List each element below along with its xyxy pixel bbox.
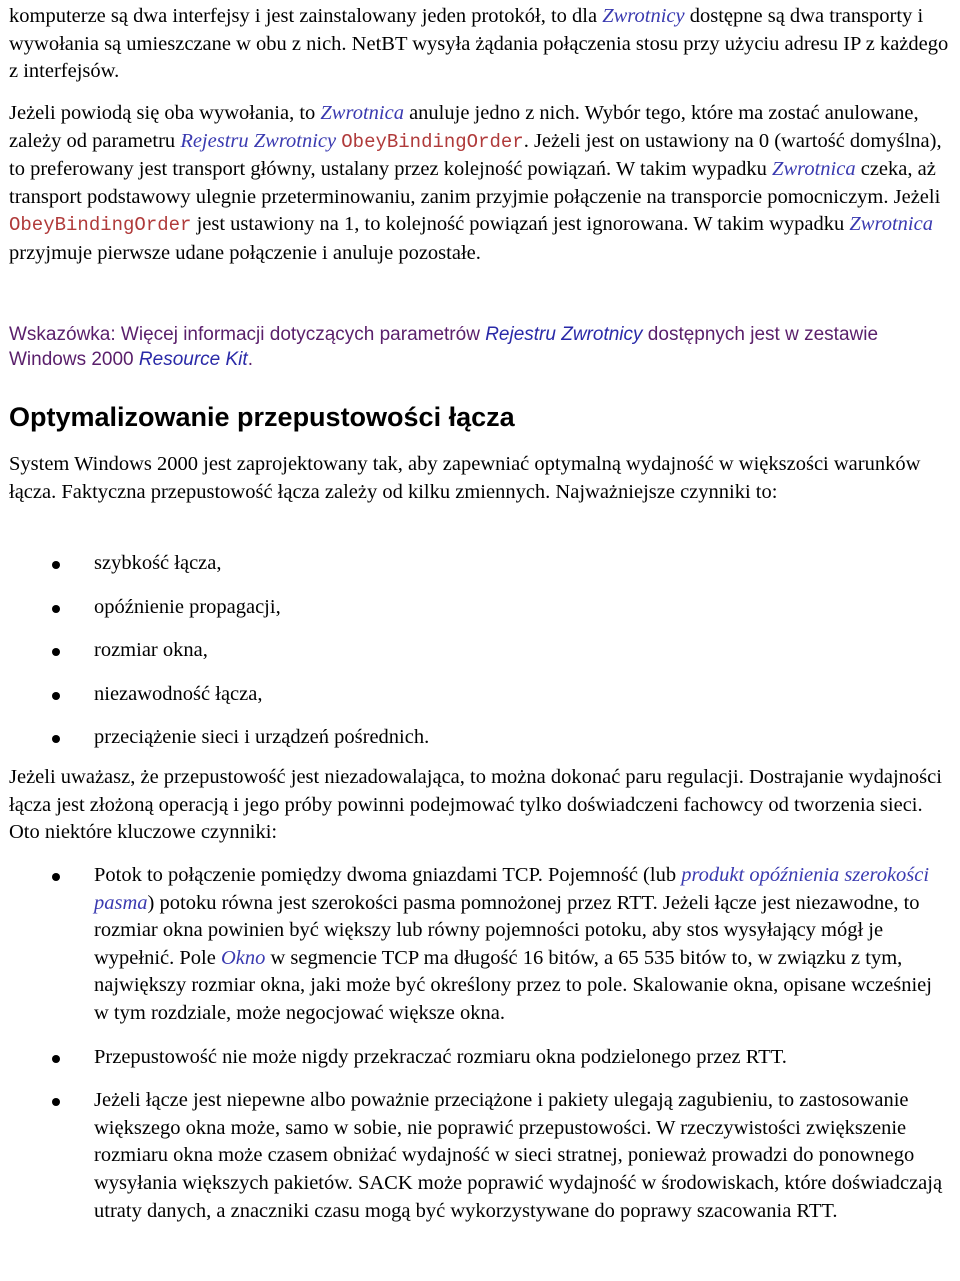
term-rejestr-zwrotnicy: Rejestru Zwrotnicy (485, 324, 643, 345)
list-item: Przepustowość nie może nigdy przekraczać rozmiaru okna podzielonego przez RTT. (0, 1044, 950, 1072)
term-zwrotnica: Zwrotnicy (602, 5, 685, 27)
code-obeybindingorder: ObeyBindingOrder (9, 214, 192, 237)
list-item: rozmiar okna, (0, 637, 950, 681)
paragraph-interfaces: komputerze są dwa interfejsy i jest zainstalowany jeden protokół, to dla Zwrotnicy dostępne są dwa transporty i wywołania są umieszczane w obu z nich. NetBT wysyła żądania połączenia stosu przy użyciu adresu IP z każdego z interfejsów. (9, 5, 949, 83)
list-item: Potok to połączenie pomiędzy dwoma gniazdami TCP. Pojemność (lub produkt opóźnienia szerokości pasma) potoku równa jest szerokości pasma pomnożonej przez RTT. Jeżeli łącze jest niezawodne, to rozmiar okna powinien być większy lub równy pojemności potoku, aby stos wysyłający mógł je wypełnić. Pole Okno w segmencie TCP ma długość 16 bitów, a 65 535 bitów to, w związku z tym, największy rozmiar okna, jaki może być określony przez to pole. Skalowanie okna, opisane wcześniej w tym rozdziale, może negocjować większe okna. (0, 862, 950, 1028)
bullet-icon (52, 735, 60, 743)
list-item: przeciążenie sieci i urządzeń pośrednich. (0, 724, 950, 768)
bullet-icon (52, 648, 60, 656)
bullet-icon (52, 692, 60, 700)
tip-note: Wskazówka: Więcej informacji dotyczących parametrów Rejestru Zwrotnicy dostępnych jest w zestawie Windows 2000 Resource Kit. (9, 324, 879, 370)
bullet-icon (52, 561, 60, 569)
term-rejestr-zwrotnicy: Rejestru Zwrotnicy (180, 129, 337, 152)
term-zwrotnica: Zwrotnica (320, 102, 404, 124)
paragraph-tuning: Jeżeli uważasz, że przepustowość jest niezadowalająca, to można dokonać paru regulacji. Dostrajanie wydajności łącza jest złożoną operacją i jego próby powinni podejmować tylko doświadczeni fachowcy od tworzenia sieci. Oto niektóre kluczowe czynniki: (9, 766, 942, 844)
bullet-icon (52, 1055, 60, 1063)
term-zwrotnica: Zwrotnica (849, 213, 933, 236)
list-item: opóźnienie propagacji, (0, 594, 950, 638)
term-bandwidth-delay-product: produkt opóźnienia szerokości pasma (94, 864, 930, 914)
list-item: szybkość łącza, (0, 550, 950, 594)
factors-list (0, 550, 950, 768)
list-item: niezawodność łącza, (0, 681, 950, 725)
term-okno: Okno (220, 946, 266, 969)
paragraph-intro: System Windows 2000 jest zaprojektowany tak, aby zapewniać optymalną wydajność w większości warunków łącza. Faktyczna przepustowość łącza zależy od kilku zmiennych. Najważniejsze czynniki to: (9, 453, 921, 503)
term-zwrotnica: Zwrotnica (772, 158, 856, 181)
bullet-icon (52, 605, 60, 613)
term-resource-kit: Resource Kit (138, 348, 248, 370)
bullet-icon (52, 1098, 60, 1106)
list-item: Jeżeli łącze jest niepewne albo poważnie przeciążone i pakiety ulegają zagubieniu, to zastosowanie większego okna może, samo w sobie, nie poprawić przepustowości. W rzeczywistości zwiększenie rozmiaru okna może czasem obniżać wydajność w sieci stratnej, ponieważ prowadzi do ponownego wysyłania większych pakietów. SACK może poprawić wydajność w środowiskach, które doświadczają utraty danych, a znaczniki czasu mogą być wykorzystywane do poprawy szacowania RTT. (0, 1087, 950, 1225)
section-heading: Optymalizowanie przepustowości łącza (9, 402, 515, 432)
bullet-icon (52, 873, 60, 881)
key-factors-list (0, 862, 950, 1241)
paragraph-binding-order: Jeżeli powiodą się oba wywołania, to Zwrotnica anuluje jedno z nich. Wybór tego, które ma zostać anulowane, zależy od parametru Rejestru Zwrotnicy ObeyBindingOrder. Jeżeli jest on ustawiony na 0 (wartość domyślna), to preferowany jest transport główny, ustalany przez kolejność powiązań. W takim wypadku Zwrotnica czeka, aż transport podstawowy ulegnie przeterminowaniu, zanim przyjmie połączenie na transporcie pomocniczym. Jeżeli ObeyBindingOrder jest ustawiony na 1, to kolejność powiązań jest ignorowana. W takim wypadku Zwrotnica przyjmuje pierwsze udane połączenie i anuluje pozostałe. (9, 102, 942, 264)
code-obeybindingorder: ObeyBindingOrder (341, 130, 524, 153)
